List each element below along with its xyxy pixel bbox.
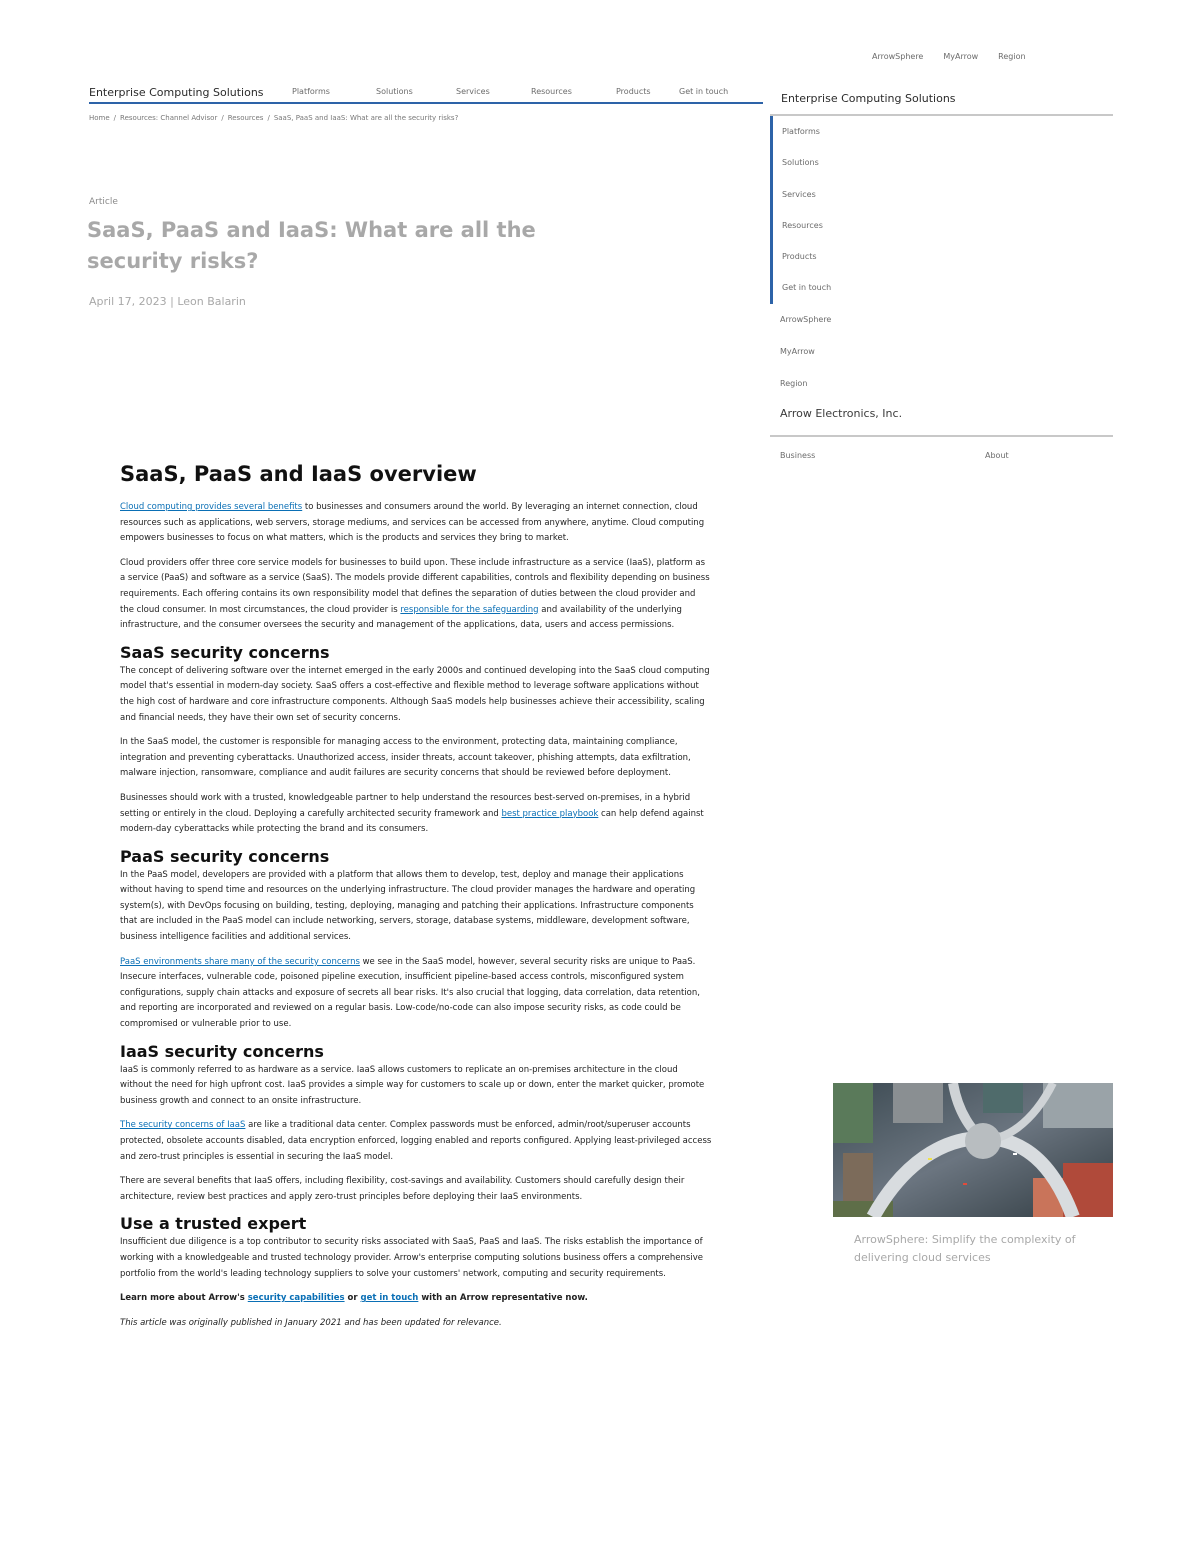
utility-link-myarrow[interactable]: MyArrow xyxy=(943,52,979,61)
side-menu-item-resources[interactable]: Resources xyxy=(782,220,823,230)
paragraph-text: can help defend against modern-day cyberattacks while protecting the brand and its consumers. xyxy=(120,808,704,835)
promo-image[interactable] xyxy=(833,1083,1113,1217)
publication-note: This article was originally published in January 2021 and has been updated for relevance. xyxy=(120,1317,502,1328)
link-cloud-benefits[interactable]: Cloud computing provides several benefits xyxy=(120,502,303,512)
side-menu-brand[interactable]: Enterprise Computing Solutions xyxy=(781,92,956,105)
nav-item-resources[interactable]: Resources xyxy=(531,87,572,96)
article-byline: April 17, 2023 | Leon Balarin xyxy=(89,295,246,308)
paragraph-text: Businesses should work with a trusted, knowledgeable partner to help understand the resources best-served on-premises, in a hybrid setting or entirely in the cloud. Deploying a carefully architected security framework and xyxy=(120,792,691,819)
promo-caption[interactable]: ArrowSphere: Simplify the complexity of delivering cloud services xyxy=(854,1233,1076,1264)
paragraph xyxy=(120,500,712,547)
link-paas-concerns[interactable]: PaaS environments share many of the security concerns xyxy=(120,956,360,967)
nav-item-products[interactable]: Products xyxy=(616,87,651,96)
side-menu-item-platforms[interactable]: Platforms xyxy=(782,127,820,136)
side-footer-business[interactable]: Business xyxy=(780,450,816,460)
article-body xyxy=(120,458,712,1340)
side-menu-item-get-in-touch[interactable]: Get in touch xyxy=(782,283,832,293)
paragraph: The concept of delivering software over the internet emerged in the early 2000s and continued developing into the SaaS cloud computing model that's essential in modern-day society. SaaS offers a cost-effective and flexible method to leverage software applications without the high cost of hardware and core infrastructure components. Although SaaS models help businesses achieve their accessibility, scaling and financial needs, they have their own set of security concerns. xyxy=(120,665,710,723)
paragraph-text: Cloud providers offer three core service models for businesses to build upon. These include infrastructure as a service (IaaS), platform as a service (PaaS) and software as a service (SaaS). The models provide different capabilities, controls and flexibility depending on business requirements. Each offering contains its own responsibility model that defines the separation of duties between the cloud provider and the cloud consumer. In most circumstances, the cloud provider is xyxy=(120,557,710,615)
utility-link-region[interactable]: Region xyxy=(998,52,1026,61)
side-menu-panel xyxy=(770,88,1113,460)
link-best-practice-playbook[interactable]: best practice playbook xyxy=(501,808,599,819)
breadcrumb xyxy=(89,114,458,122)
utility-link-arrowsphere[interactable]: ArrowSphere xyxy=(872,52,924,61)
section-heading-expert: Use a trusted expert xyxy=(120,1214,307,1234)
section-heading-overview: SaaS, PaaS and IaaS overview xyxy=(120,462,477,486)
main-nav xyxy=(89,84,763,104)
paragraph xyxy=(120,955,712,1033)
breadcrumb-separator: / xyxy=(267,114,270,122)
paragraph-text: we see in the SaaS model, however, several security risks are unique to PaaS. Insecure interfaces, vulnerable code, poisoned pipeline execution, insufficient pipeline-based access controls, misconfigured system configurations, supply chain attacks and exposure of secrets all bear risks. It's also crucial that logging, data correlation, data retention, and reporting are incorporated and reviewed on a regular basis. Low-code/no-code can also impose security risks, as code could be compromised or vulnerable prior to use. xyxy=(120,956,700,1030)
side-menu-utility-list xyxy=(770,304,1113,400)
paragraph-text: or xyxy=(344,1293,361,1304)
side-menu-item-services[interactable]: Services xyxy=(782,189,816,199)
page-title: SaaS, PaaS and IaaS: What are all the security risks? xyxy=(87,218,536,273)
breadcrumb-channel-advisor[interactable]: Resources: Channel Advisor xyxy=(120,114,218,122)
nav-item-get-in-touch[interactable]: Get in touch xyxy=(679,87,729,96)
nav-item-services[interactable]: Services xyxy=(456,87,490,96)
link-iaas-concerns[interactable]: The security concerns of IaaS xyxy=(120,1120,246,1131)
paragraph: IaaS is commonly referred to as hardware as a service. IaaS allows customers to replicate an on-premises architecture in the cloud without the need for high upfront cost. IaaS provides a simple way for customers to scale up or down, enter the market quicker, promote business growth and connect to an onsite infrastructure. xyxy=(120,1064,705,1106)
paragraph-text: and availability of the underlying infrastructure, and the consumer oversees the security and management of the applications, data, users and access permissions. xyxy=(120,604,682,631)
link-security-capabilities[interactable]: security capabilities xyxy=(247,1293,345,1304)
breadcrumb-resources[interactable]: Resources xyxy=(227,114,264,122)
breadcrumb-current: SaaS, PaaS and IaaS: What are all the security risks? xyxy=(273,114,459,122)
side-footer-about[interactable]: About xyxy=(985,450,1009,460)
paragraph-text: are like a traditional data center. Complex passwords must be enforced, admin/root/superuser accounts protected, obsolete accounts disabled, data encryption enforced, logging enabled and reports configured. Applying least-privileged access and zero-trust principles is essential in securing the IaaS model. xyxy=(120,1120,712,1162)
side-menu-item-solutions[interactable]: Solutions xyxy=(782,158,819,168)
section-heading-paas: PaaS security concerns xyxy=(120,846,330,866)
paragraph xyxy=(120,556,712,634)
link-responsible-safeguarding[interactable]: responsible for the safeguarding xyxy=(400,604,539,615)
side-menu-item-region[interactable]: Region xyxy=(780,378,808,388)
utility-nav xyxy=(872,52,1026,61)
paragraph xyxy=(120,1118,712,1165)
paragraph: Insufficient due diligence is a top contributor to security risks associated with SaaS, PaaS and IaaS. The risks establish the importance of working with a knowledgeable and trusted technology provider. Arrow's enterprise computing solutions business offers a comprehensive portfolio from the world's leading technology suppliers to solve your customers' network, computing and security requirements. xyxy=(120,1237,703,1279)
nav-item-platforms[interactable]: Platforms xyxy=(292,87,330,96)
side-menu-item-myarrow[interactable]: MyArrow xyxy=(780,346,815,356)
aerial-city-image xyxy=(833,1083,1113,1217)
breadcrumb-separator: / xyxy=(221,114,224,122)
side-menu-company[interactable]: Arrow Electronics, Inc. xyxy=(770,400,1113,437)
call-to-action xyxy=(120,1291,712,1307)
breadcrumb-home[interactable]: Home xyxy=(89,114,110,122)
section-heading-iaas: IaaS security concerns xyxy=(120,1041,324,1061)
side-menu-footer xyxy=(770,437,1113,460)
paragraph-text: with an Arrow representative now. xyxy=(418,1293,588,1304)
paragraph xyxy=(120,791,712,838)
brand-name[interactable]: Enterprise Computing Solutions xyxy=(89,86,264,99)
side-menu-item-products[interactable]: Products xyxy=(782,252,817,262)
breadcrumb-separator: / xyxy=(113,114,117,122)
nav-item-solutions[interactable]: Solutions xyxy=(376,87,413,96)
link-get-in-touch[interactable]: get in touch xyxy=(360,1293,419,1304)
side-menu-list xyxy=(770,116,1113,304)
paragraph: In the PaaS model, developers are provided with a platform that allows them to develop, test, deploy and manage their applications without having to spend time and resources on the underlying infrastructure. The cloud provider manages the hardware and operating system(s), with DevOps focusing on building, testing, deploying, managing and patching their applications. Infrastructure components that are included in the PaaS model can include networking, servers, storage, database systems, middleware, development software, business intelligence facilities and additional services. xyxy=(120,869,696,943)
section-heading-saas: SaaS security concerns xyxy=(120,642,330,662)
side-menu-item-arrowsphere[interactable]: ArrowSphere xyxy=(780,314,832,324)
paragraph-text: Learn more about Arrow's xyxy=(120,1293,248,1304)
paragraph: In the SaaS model, the customer is responsible for managing access to the environment, protecting data, maintaining compliance, integration and preventing cyberattacks. Unauthorized access, insider threats, account takeover, phishing attempts, data exfiltration, malware injection, ransomware, compliance and audit failures are security concerns that should be reviewed before deployment. xyxy=(120,737,691,779)
article-type-label: Article xyxy=(89,197,118,207)
paragraph-text: to businesses and consumers around the world. By leveraging an internet connection, cloud resources such as applications, web servers, storage mediums, and services can be accessed from anywhere, anytime. Cloud computing empowers businesses to focus on what matters, which is the products and services they bring to market. xyxy=(120,502,705,544)
paragraph: There are several benefits that IaaS offers, including flexibility, cost-savings and availability. Customers should carefully design their architecture, review best practices and apply zero-trust principles before deploying their IaaS environments. xyxy=(120,1176,685,1202)
